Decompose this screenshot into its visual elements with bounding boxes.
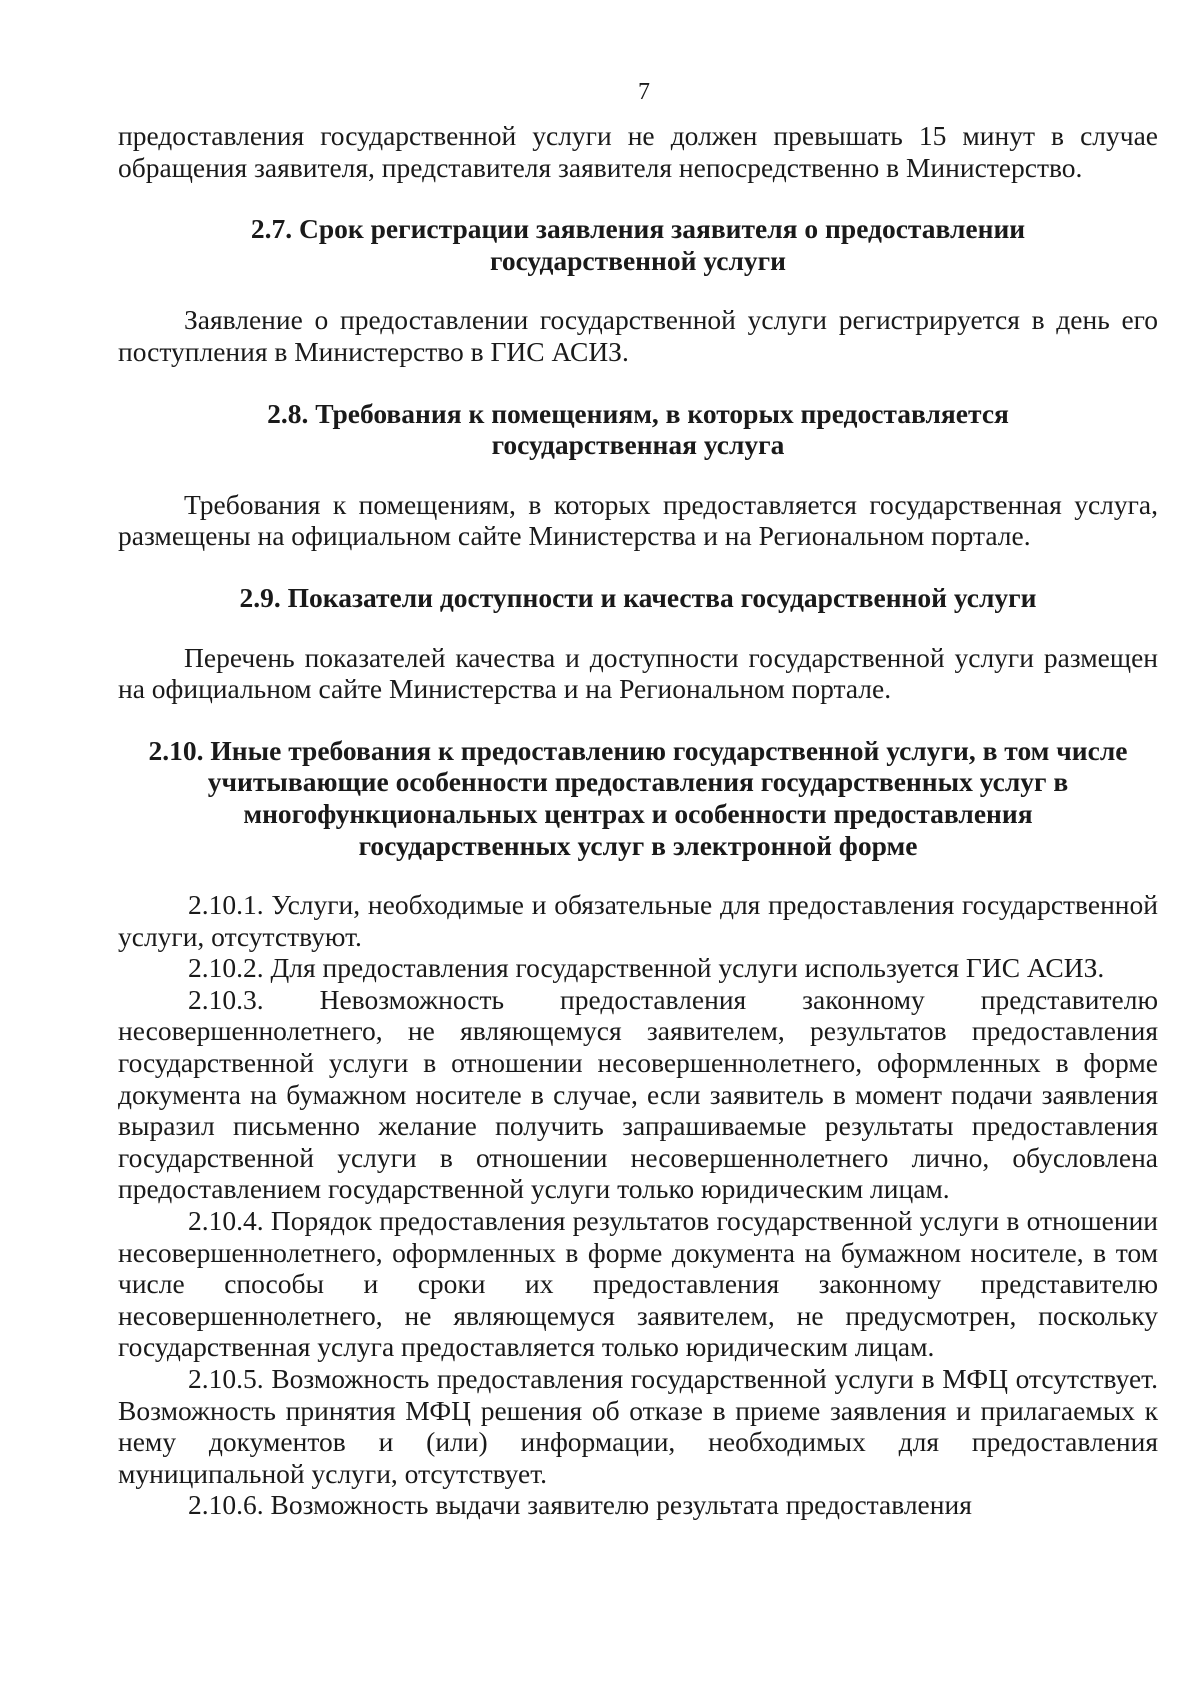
list-item: 2.10.6. Возможность выдачи заявителю результата предоставления bbox=[188, 1489, 972, 1521]
section-heading-2-10 bbox=[118, 735, 1158, 861]
heading-line: 2.9. Показатели доступности и качества государственной услуги bbox=[239, 581, 1037, 613]
heading-line: многофункциональных центрах и особенности предоставления bbox=[243, 797, 1033, 829]
list-item: 2.10.1. Услуги, необходимые и обязательные для предоставления государственной услуги, отсутствуют. bbox=[118, 889, 1158, 952]
section-heading-2-9 bbox=[118, 582, 1158, 614]
list-item: 2.10.4. Порядок предоставления результатов государственной услуги в отношении несовершеннолетнего, оформленных в форме документа на бумажном носителе, в том числе способы и сроки их предоставления законному представителю несовершеннолетнего, не являющемуся заявителем, не предусмотрен, поскольку государственная услуга предоставляется только юридическим лицам. bbox=[118, 1205, 1158, 1363]
list-item: 2.10.5. Возможность предоставления государственной услуги в МФЦ отсутствует. Возможность принятия МФЦ решения об отказе в приеме заявления и прилагаемых к нему документов и (или) информации, необходимых для предоставления муниципальной услуги, отсутствует. bbox=[118, 1363, 1158, 1489]
section-body-2-9: Перечень показателей качества и доступности государственной услуги размещен на официальном сайте Министерства и на Региональном портале. bbox=[118, 641, 1158, 705]
section-body-2-7: Заявление о предоставлении государственной услуги регистрируется в день его поступления в Министерство в ГИС АСИЗ. bbox=[118, 304, 1158, 367]
heading-line: учитывающие особенности предоставления государственных услуг в bbox=[207, 766, 1069, 798]
list-item: 2.10.2. Для предоставления государственной услуги используется ГИС АСИЗ. bbox=[188, 952, 1105, 984]
section-items-2-10 bbox=[118, 889, 1158, 1521]
heading-line: государственной услуги bbox=[490, 244, 786, 276]
section-heading-2-8 bbox=[118, 398, 1158, 461]
heading-line: государственная услуга bbox=[491, 429, 785, 461]
heading-line: 2.10. Иные требования к предоставлению государственной услуги, в том числе bbox=[148, 734, 1128, 766]
document-page bbox=[118, 78, 1158, 1521]
heading-line: государственных услуг в электронной форме bbox=[358, 829, 918, 861]
intro-paragraph: предоставления государственной услуги не должен превышать 15 минут в случае обращения заявителя, представителя заявителя непосредственно в Министерство. bbox=[118, 120, 1158, 183]
heading-line: 2.7. Срок регистрации заявления заявителя о предоставлении bbox=[250, 213, 1026, 245]
section-body-2-8: Требования к помещениям, в которых предоставляется государственная услуга, размещены на официальном сайте Министерства и на Региональном портале. bbox=[118, 488, 1158, 552]
page-number: 7 bbox=[638, 79, 650, 105]
section-heading-2-7 bbox=[118, 213, 1158, 276]
list-item: 2.10.3. Невозможность предоставления законному представителю несовершеннолетнего, не являющемуся заявителем, результатов предоставления государственной услуги в отношении несовершеннолетнего, оформленных в форме документа на бумажном носителе в случае, если заявитель в момент подачи заявления выразил письменно желание получить запрашиваемые результаты предоставления государственной услуги в отношении несовершеннолетнего лично, обусловлена предоставлением государственной услуги только юридическим лицам. bbox=[118, 983, 1158, 1205]
heading-line: 2.8. Требования к помещениям, в которых предоставляется bbox=[267, 397, 1009, 429]
